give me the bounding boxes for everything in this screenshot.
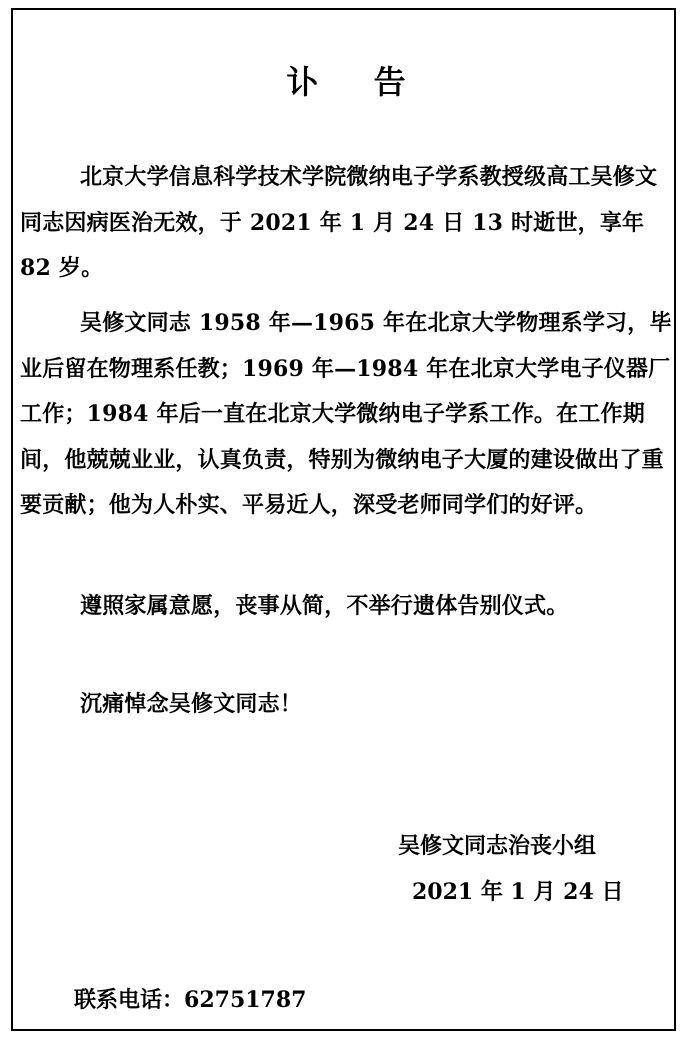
notice-title: 讣 告 bbox=[286, 63, 428, 101]
notice-paragraph-biography: 吴修文同志 1958 年—1965 年在北京大学物理系学习，毕业后留在物理系任教；1969 年—1984 年在北京大学电子仪器厂工作；1984 年后一直在北京大学微纳电子学系工作。在工作期间，他兢兢业业，认真负责，特别为微纳电子大厦的建设做出了重要贡献；他为人朴实、平易近人，深受老师同学们的好评。 bbox=[20, 310, 672, 518]
contact-label: 联系电话： bbox=[74, 987, 185, 1013]
contact-phone: 62751787 bbox=[184, 987, 307, 1013]
contact-line bbox=[74, 985, 306, 1015]
signature-organization: 吴修文同志治丧小组 bbox=[398, 833, 597, 859]
notice-paragraph-arrangements: 遵照家属意愿，丧事从简，不举行遗体告别仪式。 bbox=[80, 593, 569, 619]
notice-paragraph-death: 北京大学信息科学技术学院微纳电子学系教授级高工吴修文同志因病医治无效，于 2021 年 1 月 24 日 13 时逝世，享年 82 岁。 bbox=[20, 164, 658, 281]
notice-paragraph-mourning: 沉痛悼念吴修文同志！ bbox=[80, 691, 303, 717]
signature-date: 2021 年 1 月 24 日 bbox=[412, 879, 624, 905]
